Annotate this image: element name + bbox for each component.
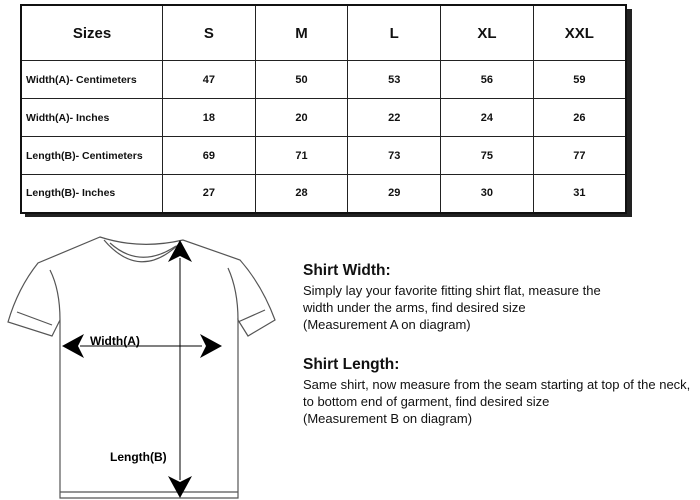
shirt-length-section — [303, 356, 698, 427]
table-cell: 24 — [441, 99, 534, 137]
table-cell: 50 — [255, 61, 348, 99]
length-label: Length(B) — [110, 450, 167, 464]
width-label: Width(A) — [90, 334, 140, 348]
table-cell: 75 — [441, 137, 534, 175]
size-chart-table — [20, 4, 627, 212]
size-table — [20, 4, 627, 214]
table-row — [21, 175, 626, 213]
table-cell: 27 — [163, 175, 256, 213]
table-cell: 56 — [441, 61, 534, 99]
table-header-row — [21, 5, 626, 61]
row-label: Width(A)- Centimeters — [21, 61, 163, 99]
row-label: Length(B)- Inches — [21, 175, 163, 213]
row-label: Length(B)- Centimeters — [21, 137, 163, 175]
table-cell: 53 — [348, 61, 441, 99]
table-cell: 22 — [348, 99, 441, 137]
width-arrow-right-icon — [200, 334, 222, 358]
tshirt-diagram — [0, 228, 290, 500]
table-cell: 20 — [255, 99, 348, 137]
table-cell: 28 — [255, 175, 348, 213]
table-cell: 26 — [533, 99, 626, 137]
table-cell: 31 — [533, 175, 626, 213]
header-size-xl: XL — [441, 5, 534, 61]
table-cell: 69 — [163, 137, 256, 175]
shirt-width-text: Simply lay your favorite fitting shirt flat, measure the width under the arms, find desired size (Measurement A on diagram) — [303, 283, 601, 332]
header-size-s: S — [163, 5, 256, 61]
header-size-xxl: XXL — [533, 5, 626, 61]
table-cell: 30 — [441, 175, 534, 213]
table-row — [21, 99, 626, 137]
shirt-width-section — [303, 262, 698, 333]
table-cell: 18 — [163, 99, 256, 137]
table-cell: 59 — [533, 61, 626, 99]
shirt-length-title: Shirt Length: — [303, 356, 400, 373]
header-size-m: M — [255, 5, 348, 61]
table-cell: 73 — [348, 137, 441, 175]
shirt-length-text: Same shirt, now measure from the seam starting at top of the neck, to bottom end of garment, find desired size (Measurement B on diagram) — [303, 377, 691, 426]
header-sizes: Sizes — [21, 5, 163, 61]
table-cell: 47 — [163, 61, 256, 99]
table-row — [21, 137, 626, 175]
table-cell: 71 — [255, 137, 348, 175]
table-cell: 29 — [348, 175, 441, 213]
row-label: Width(A)- Inches — [21, 99, 163, 137]
header-size-l: L — [348, 5, 441, 61]
shirt-width-title: Shirt Width: — [303, 262, 391, 279]
table-cell: 77 — [533, 137, 626, 175]
table-row — [21, 61, 626, 99]
